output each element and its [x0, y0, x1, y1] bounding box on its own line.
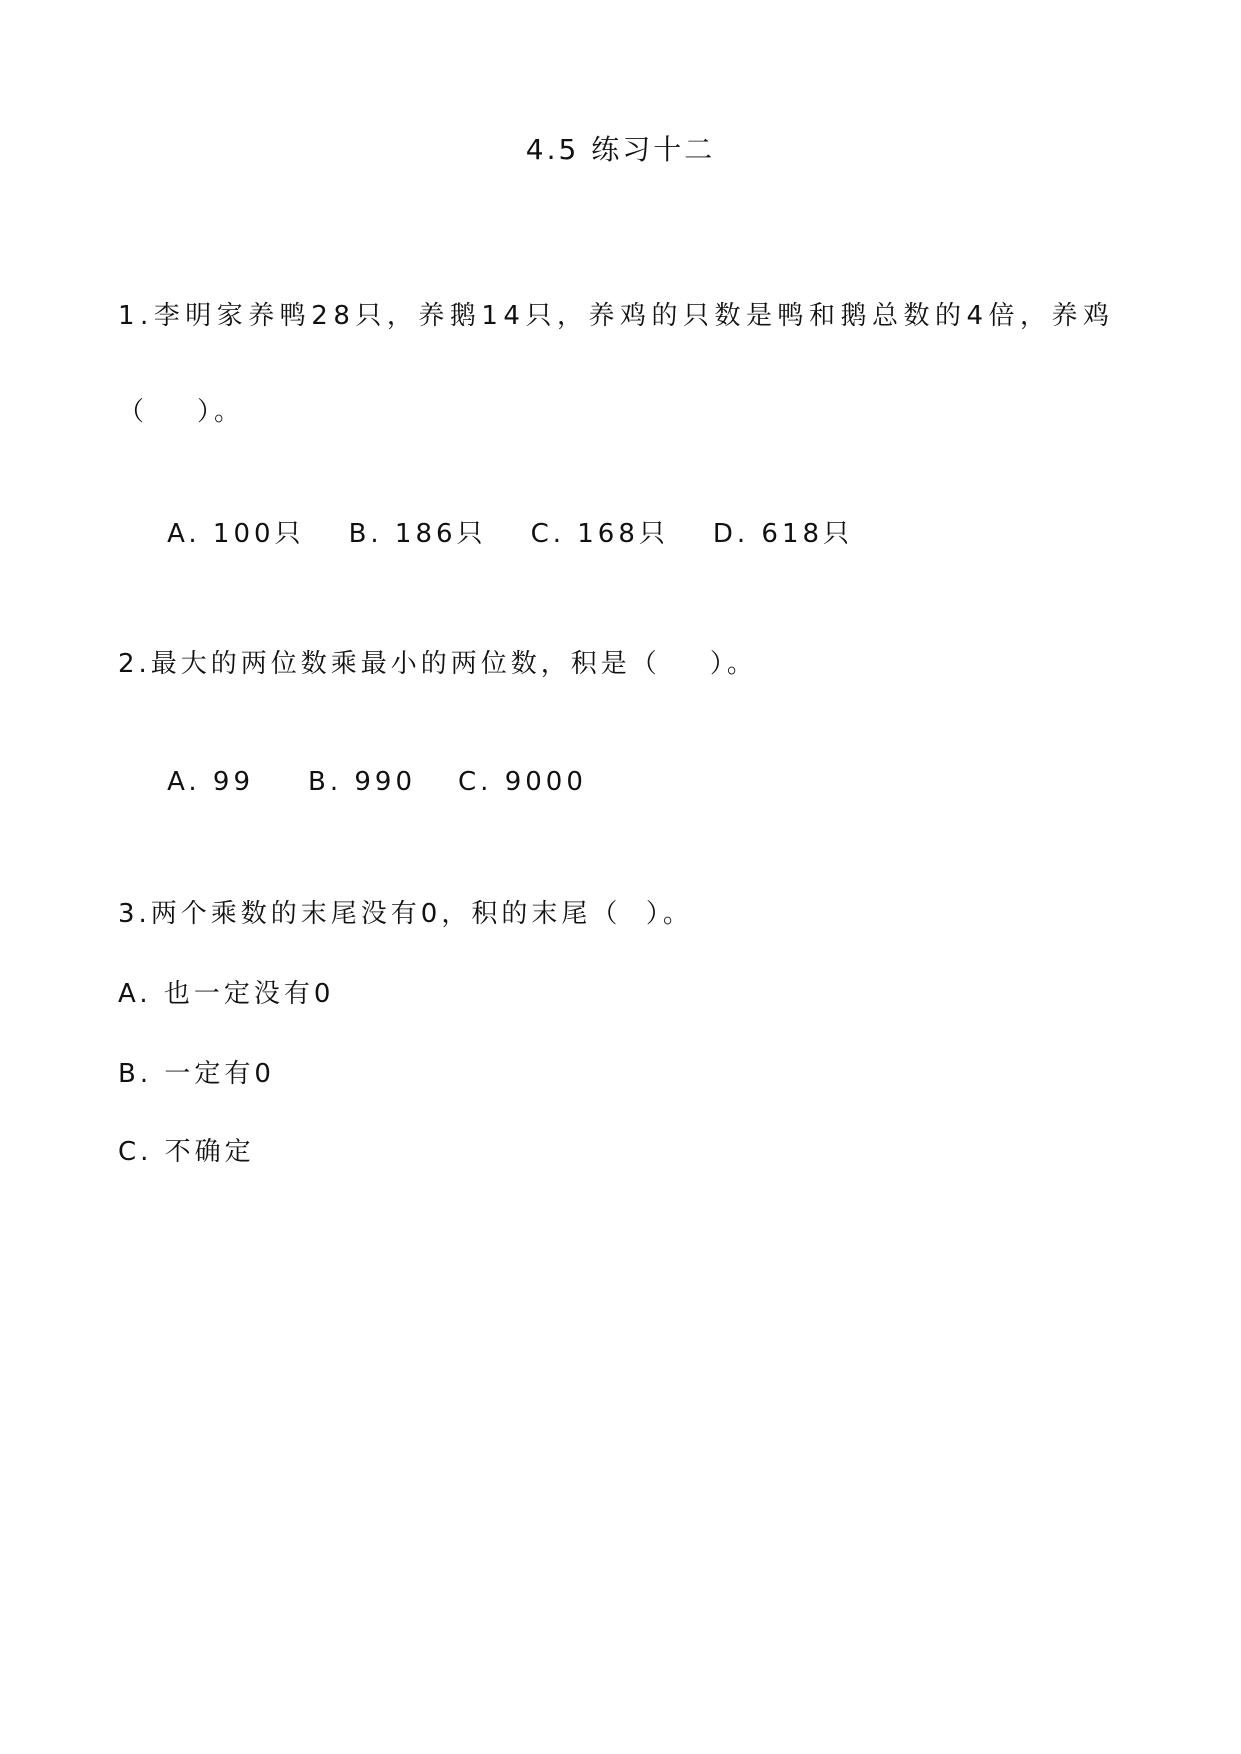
- question-3-text: 3.两个乘数的末尾没有0，积的末尾（ ）。: [118, 899, 693, 929]
- question-1-text: 1.李明家养鸭28只，养鹅14只，养鸡的只数是鸭和鹅总数的4倍，养鸡: [118, 301, 1115, 331]
- question-1-option-c: C. 168只: [530, 519, 669, 549]
- page-title: 4.5 练习十二: [525, 133, 716, 166]
- question-1-blank: （ ）。: [118, 397, 245, 427]
- question-2-option-a: A. 99: [167, 767, 255, 797]
- question-3-option-a: A. 也一定没有0: [118, 979, 335, 1009]
- question-2-option-c: C. 9000: [458, 767, 587, 797]
- question-1-options: [118, 474, 897, 594]
- question-2-option-b: B. 990: [308, 767, 417, 797]
- question-1-option-b: B. 186只: [348, 519, 487, 549]
- question-2-text: 2.最大的两位数乘最小的两位数，积是（ ）。: [118, 649, 757, 679]
- question-1-option-a: A. 100只: [167, 519, 305, 549]
- question-1-option-d: D. 618只: [712, 519, 854, 549]
- question-3-option-c: C. 不确定: [118, 1137, 255, 1167]
- question-2-options: [118, 722, 641, 842]
- question-3-option-b: B. 一定有0: [118, 1059, 275, 1089]
